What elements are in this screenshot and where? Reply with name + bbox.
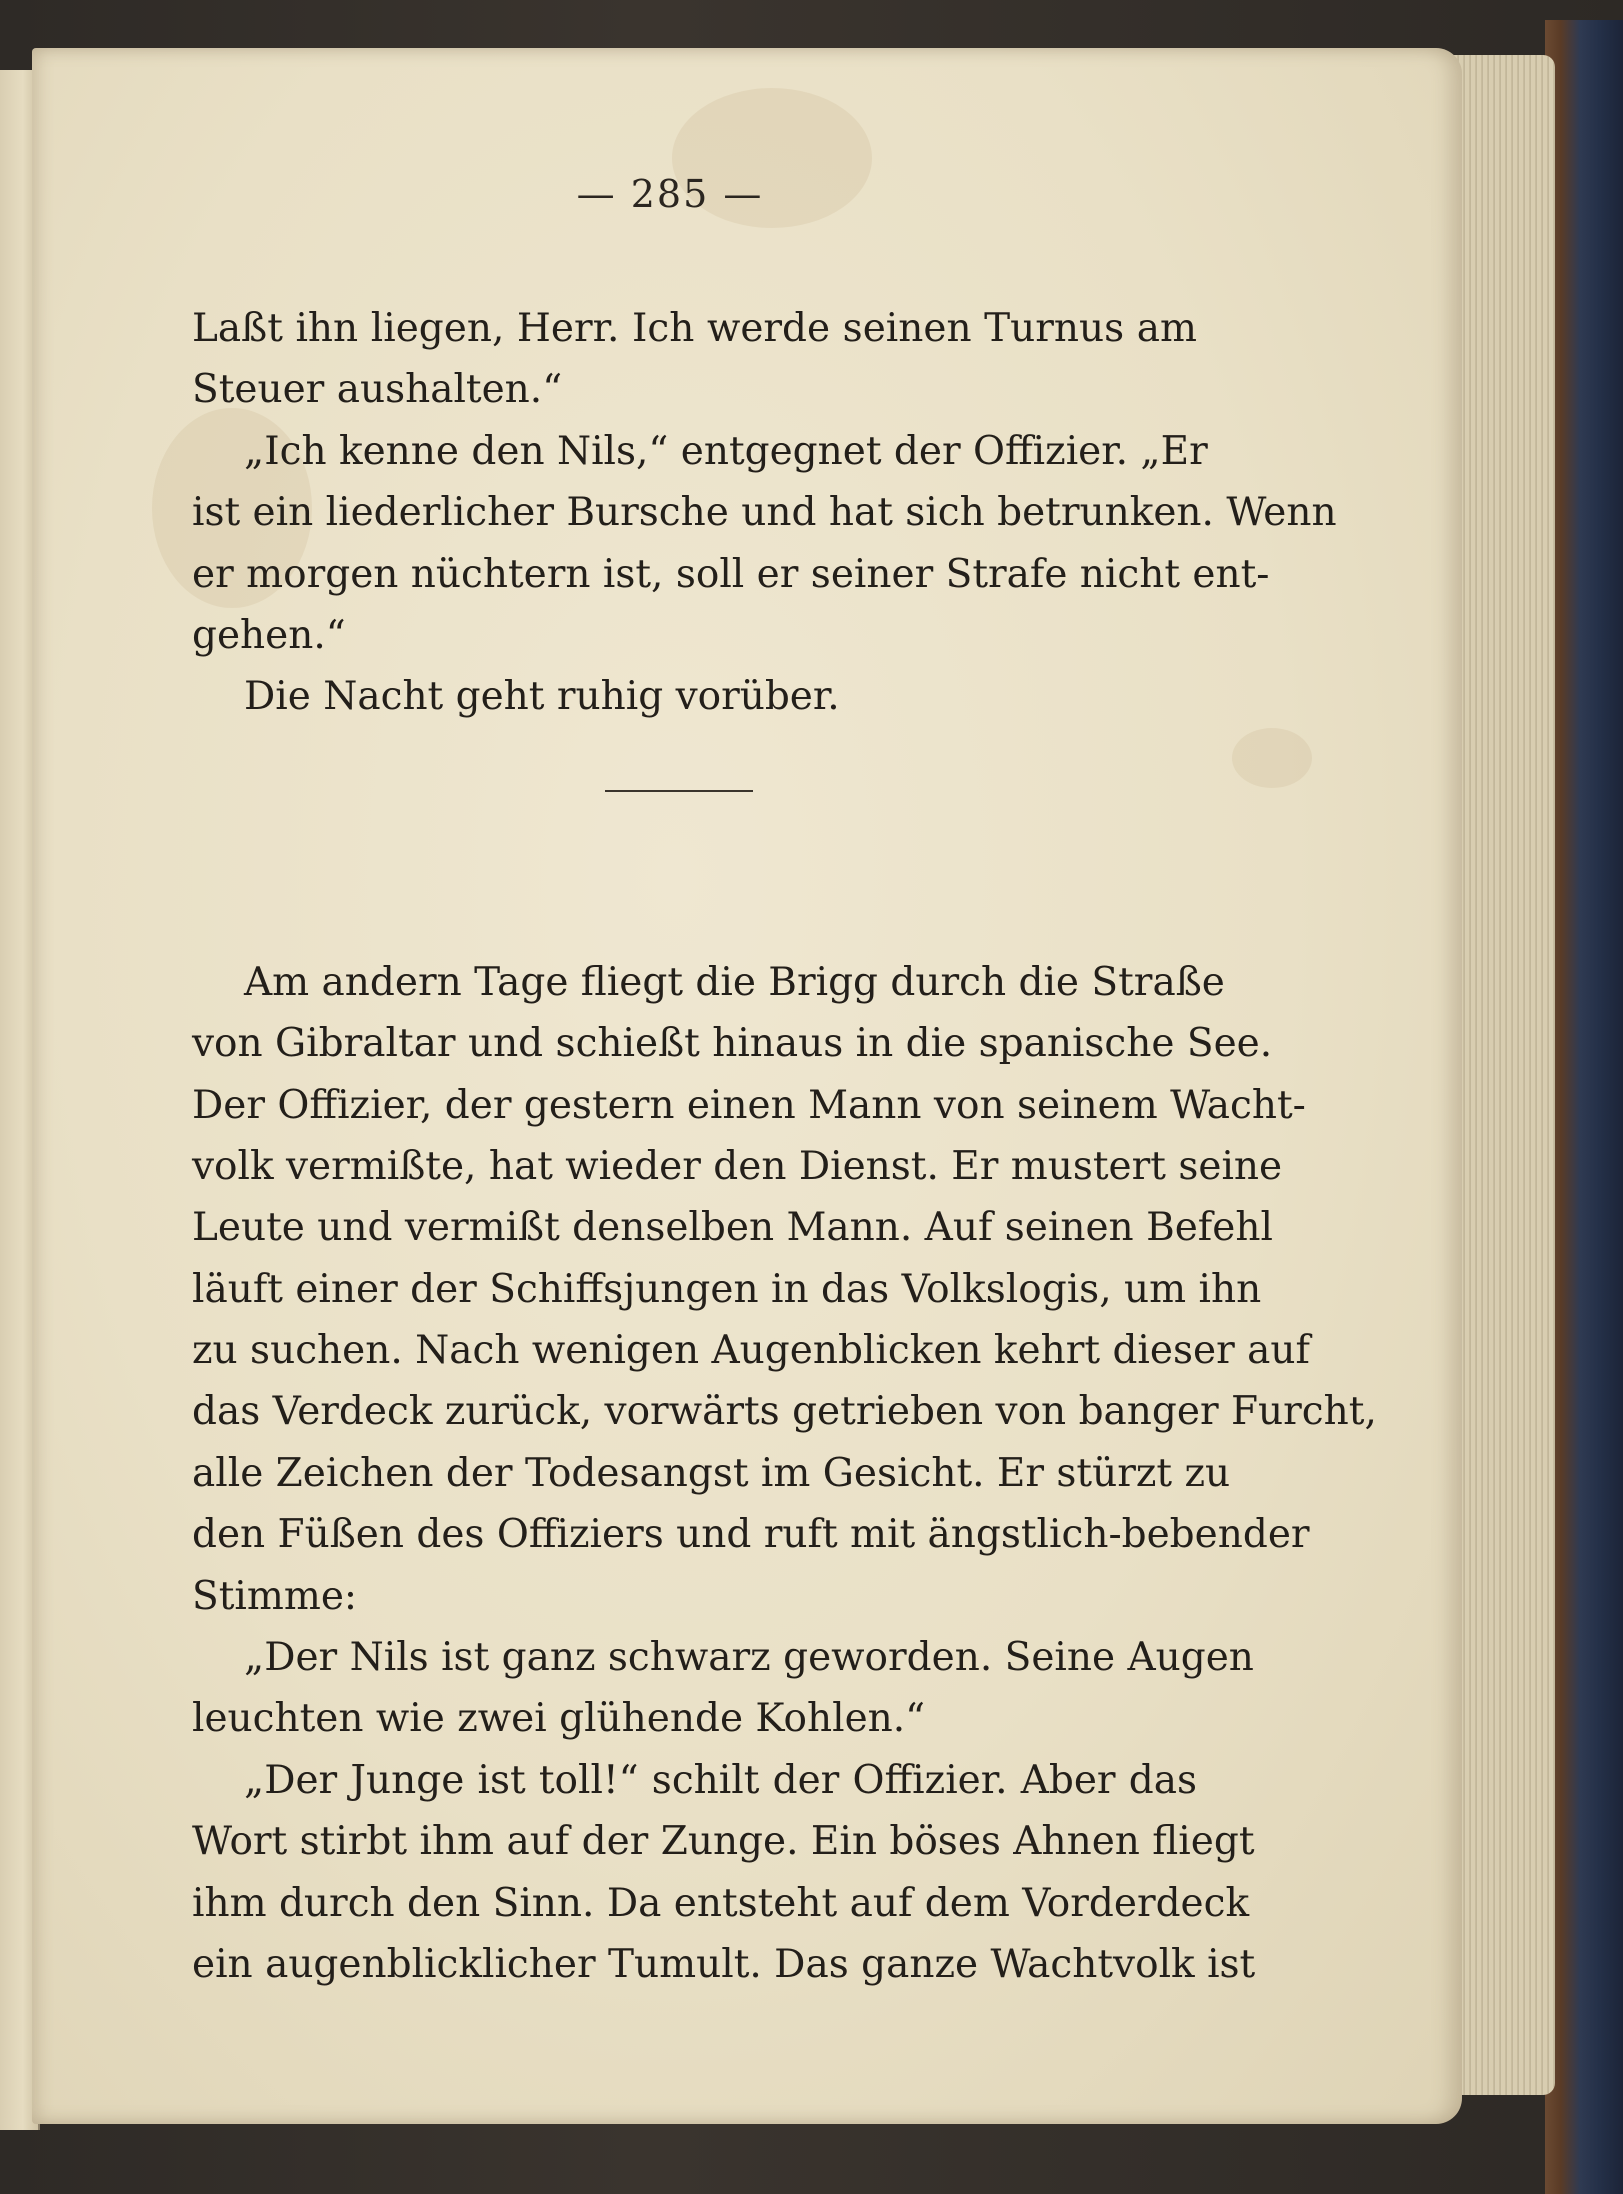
text-line: ihm durch den Sinn. Da entsteht auf dem Vorderdeck (192, 1880, 1250, 1926)
text-line: Wort stirbt ihm auf der Zunge. Ein böses Ahnen fliegt (192, 1819, 1255, 1865)
text-line: „Der Junge ist toll!“ schilt der Offizier. Aber das (244, 1757, 1197, 1803)
text-line: läuft einer der Schiffsjungen in das Volkslogis, um ihn (192, 1266, 1262, 1312)
text-line: Stimme: (192, 1573, 358, 1619)
text-line: zu suchen. Nach wenigen Augenblicken kehrt dieser auf (192, 1328, 1310, 1374)
section-gap (192, 728, 1197, 952)
text-line: „Der Nils ist ganz schwarz geworden. Seine Augen (244, 1635, 1254, 1681)
paragraph-block-2 (192, 952, 1377, 1996)
text-line: Steuer aushalten.“ (192, 367, 563, 413)
text-line: Am andern Tage fliegt die Brigg durch die Straße (244, 959, 1225, 1005)
page-number: — 285 — (576, 172, 764, 216)
text-line: den Füßen des Offiziers und ruft mit ängstlich-bebender (192, 1512, 1310, 1558)
text-line: Die Nacht geht ruhig vorüber. (244, 674, 840, 720)
text-line: das Verdeck zurück, vorwärts getrieben von banger Furcht, (192, 1389, 1377, 1435)
text-line: von Gibraltar und schießt hinaus in die spanische See. (192, 1021, 1273, 1067)
text-line: leuchten wie zwei glühende Kohlen.“ (192, 1696, 926, 1742)
text-line: volk vermißte, hat wieder den Dienst. Er mustert seine (192, 1143, 1283, 1189)
text-line: Leute und vermißt denselben Mann. Auf seinen Befehl (192, 1205, 1273, 1251)
text-line: Der Offizier, der gestern einen Mann von seinem Wacht- (192, 1082, 1306, 1128)
text-line: Laßt ihn liegen, Herr. Ich werde seinen Turnus am (192, 306, 1197, 351)
body-text (192, 298, 1377, 1995)
text-line: gehen.“ (192, 612, 346, 658)
book-spine (1545, 20, 1623, 2194)
text-line: er morgen nüchtern ist, soll er seiner Strafe nicht ent- (192, 551, 1270, 597)
text-line: ist ein liederlicher Bursche und hat sich betrunken. Wenn (192, 490, 1337, 536)
section-separator-rule (605, 790, 753, 792)
text-line: „Ich kenne den Nils,“ entgegnet der Offizier. „Er (244, 428, 1208, 474)
text-line: ein augenblicklicher Tumult. Das ganze Wachtvolk ist (192, 1941, 1256, 1987)
text-line: alle Zeichen der Todesangst im Gesicht. Er stürzt zu (192, 1450, 1231, 1496)
foxing-stain (1232, 728, 1312, 788)
paragraph-block-1 (192, 298, 1337, 728)
